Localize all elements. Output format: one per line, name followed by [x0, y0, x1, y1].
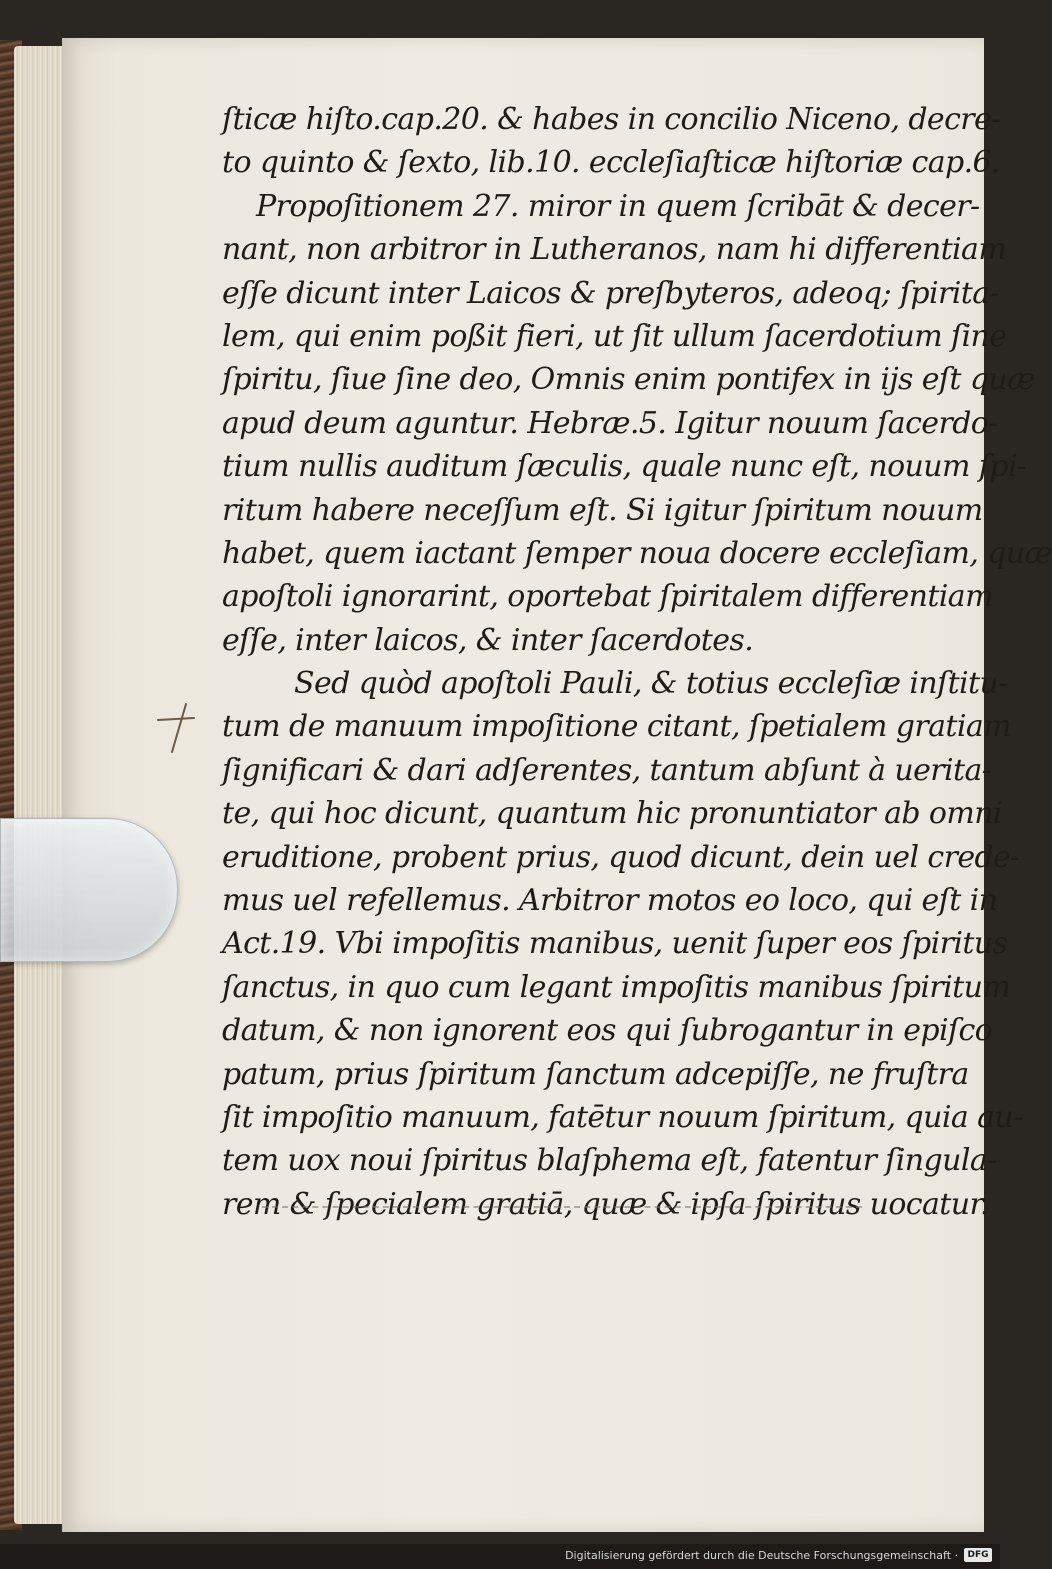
text-line: ſanctus, in quo cum legant impoſitis manibus ſpiritum: [222, 969, 1011, 1005]
text-line: apud deum aguntur. Hebræ.5. Igitur nouum ſacerdo-: [222, 405, 998, 441]
text-line: habet, quem iactant ſemper noua docere eccleſiam, quæ: [222, 535, 1052, 571]
text-line: Sed quòd apoſtoli Pauli, & totius eccleſiæ inſtitu-: [294, 666, 1008, 702]
bottom-rule: [262, 1206, 862, 1208]
text-line: ſit impoſitio manuum, fatētur nouum ſpiritum, quia au-: [222, 1099, 1023, 1135]
text-line: ritum habere neceſſum eſt. Si igitur ſpiritum nouum: [222, 492, 983, 528]
text-line: Act.19. Vbi impoſitis manibus, uenit ſuper eos ſpiritus: [222, 926, 1008, 962]
text-line: to quinto & ſexto, lib.10. eccleſiaſticæ hiſtoriæ cap.6.: [222, 145, 1000, 181]
text-line: datum, & non ignorent eos qui ſubrogantur in epiſco: [222, 1013, 993, 1049]
text-line: rem & ſpecialem gratiā, quæ & ipſa ſpiritus uocatur.: [222, 1186, 989, 1222]
text-line: patum, prius ſpiritum ſanctum adcepiſſe, ne fruſtra: [222, 1056, 969, 1092]
text-line: eſſe, inter laicos, & inter ſacerdotes.: [222, 622, 754, 658]
dfg-logo-icon: DFG: [964, 1548, 992, 1562]
page-clip: [0, 818, 178, 962]
text-line: lem, qui enim poßit fieri, ut ſit ullum ſacerdotium ſine: [222, 318, 1007, 354]
footer-credit: Digitalisierung gefördert durch die Deutsche Forschungsgemeinschaft ·: [565, 1549, 958, 1562]
text-line: tem uox noui ſpiritus blaſphema eſt, fatentur ſingula-: [222, 1143, 997, 1179]
text-line: eruditione, probent prius, quod dicunt, dein uel crede-: [222, 839, 1020, 875]
text-line: nant, non arbitror in Lutheranos, nam hi differentiam: [222, 232, 1007, 268]
text-line: eſſe dicunt inter Laicos & preſbyteros, adeoq; ſpirita-: [222, 275, 1000, 311]
text-line: apoſtoli ignorarint, oportebat ſpiritalem differentiam: [222, 579, 993, 615]
text-line: ſignificari & dari adſerentes, tantum abſunt à uerita-: [222, 752, 992, 788]
handwritten-cross-icon: [150, 700, 210, 760]
text-line: ſticæ hiſto.cap.20. & habes in concilio Niceno, decre-: [222, 102, 1001, 137]
text-line: mus uel refellemus. Arbitror motos eo loco, qui eſt in: [222, 883, 998, 919]
page-text: [222, 98, 1052, 1226]
text-line: tium nullis auditum ſæculis, quale nunc eſt, nouum ſpi-: [222, 449, 1027, 485]
text-line: tum de manuum impoſitione citant, ſpetialem gratiam: [222, 709, 1011, 745]
text-line: Propoſitionem 27. miror in quem ſcribāt & decer-: [256, 188, 980, 224]
text-line: ſpiritu, ſiue ſine deo, Omnis enim pontifex in ijs eſt quæ: [222, 362, 1035, 398]
text-line: te, qui hoc dicunt, quantum hic pronuntiator ab omni: [222, 796, 1002, 832]
